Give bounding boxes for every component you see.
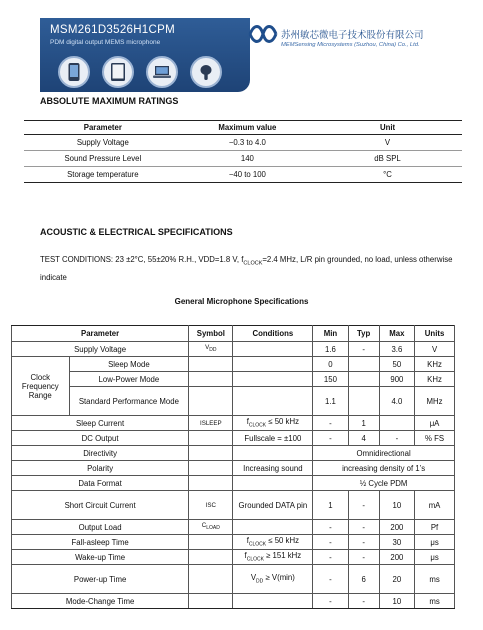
condition-cell: [233, 550, 313, 565]
condition-cell: [233, 416, 313, 431]
product-thumbnails: [58, 56, 222, 88]
amr-heading: ABSOLUTE MAXIMUM RATINGS: [40, 96, 179, 106]
table-cell: [233, 520, 313, 535]
symbol-subscript: LOAD: [206, 525, 220, 532]
table-cell: 4: [348, 431, 379, 446]
condition-cell: [233, 535, 313, 550]
column-header: Min: [313, 326, 348, 342]
table-cell: 1.6: [313, 342, 348, 357]
table-cell: -: [313, 594, 348, 609]
symbol-cell: [189, 520, 233, 535]
table-row: [24, 167, 462, 183]
table-cell: [189, 431, 233, 446]
table-cell: 1.1: [313, 387, 348, 416]
column-header: Max: [379, 326, 414, 342]
table-cell: [189, 387, 233, 416]
amr-table: [24, 120, 462, 183]
table-cell: Power-up Time: [12, 565, 189, 594]
table-cell: [233, 387, 313, 416]
table-cell: [233, 476, 313, 491]
table-cell: Output Load: [12, 520, 189, 535]
table-row: [12, 535, 455, 550]
table-cell: −40 to 100: [182, 167, 313, 183]
symbol-cell: [189, 342, 233, 357]
symbol-text: C: [201, 522, 207, 530]
table-cell: -: [313, 550, 348, 565]
table-row: [12, 342, 455, 357]
table-cell: [189, 357, 233, 372]
phone-icon: [58, 56, 90, 88]
condition-text: ≥ V(min): [263, 573, 295, 583]
table-cell: 6: [348, 565, 379, 594]
condition-subscript: DD: [256, 578, 264, 585]
table-cell: 1: [348, 416, 379, 431]
table-cell: [233, 357, 313, 372]
table-cell: increasing density of 1’s: [313, 461, 455, 476]
table-cell: -: [348, 535, 379, 550]
table-cell: -: [348, 594, 379, 609]
table-cell: Pf: [415, 520, 455, 535]
symbol-text: I: [205, 501, 208, 509]
table-cell: ½ Cycle PDM: [313, 476, 455, 491]
table-cell: Data Format: [12, 476, 189, 491]
table-cell: -: [348, 520, 379, 535]
table-row: [12, 357, 455, 372]
table-cell: Fall-asleep Time: [12, 535, 189, 550]
table-cell: ms: [415, 594, 455, 609]
table-cell: DC Output: [12, 431, 189, 446]
test-conditions: [40, 253, 460, 285]
table-cell: V: [313, 135, 462, 151]
condition-cell: [233, 565, 313, 594]
table-cell: -: [313, 431, 348, 446]
table-cell: -: [313, 535, 348, 550]
company-name-cn: 苏州敏芯微电子技术股份有限公司: [281, 30, 424, 41]
table-cell: -: [313, 565, 348, 594]
condition-text: f: [246, 417, 249, 427]
condition-text: ≤ 50 kHz: [266, 417, 299, 427]
test-conditions-text: =2.4 MHz, L/R pin grounded, no load, unless otherwise indicate: [40, 255, 453, 282]
column-header: Typ: [348, 326, 379, 342]
table-cell: [348, 357, 379, 372]
table-cell: Polarity: [12, 461, 189, 476]
table-cell: 10: [379, 491, 414, 520]
company-name-en: MEMSensing Microsystems (Suzhou, China) Co., Ltd.: [281, 42, 420, 48]
table-row: [12, 387, 455, 416]
table-cell: Fullscale = ±100: [233, 431, 313, 446]
table-row: [12, 520, 455, 535]
column-header: Maximum value: [182, 121, 313, 135]
product-subtitle: PDM digital output MEMS microphone: [50, 39, 161, 46]
table-cell: 1: [313, 491, 348, 520]
column-header: Parameter: [24, 121, 182, 135]
table-cell: 200: [379, 550, 414, 565]
table-cell: μs: [415, 535, 455, 550]
table-cell: V: [415, 342, 455, 357]
table-row: [12, 491, 455, 520]
table-cell: [233, 372, 313, 387]
condition-text: f: [246, 536, 249, 546]
table-cell: [189, 446, 233, 461]
column-header: Conditions: [233, 326, 313, 342]
table-cell: 140: [182, 151, 313, 167]
table-cell: Grounded DATA pin: [233, 491, 313, 520]
table-cell: MHz: [415, 387, 455, 416]
table-cell: Standard Performance Mode: [69, 387, 189, 416]
column-header: Parameter: [12, 326, 189, 342]
table-cell: mA: [415, 491, 455, 520]
table-cell: -: [379, 431, 414, 446]
table-cell: -: [348, 342, 379, 357]
table-header-row: [12, 326, 455, 342]
table-cell: μA: [415, 416, 455, 431]
table-cell: Supply Voltage: [24, 135, 182, 151]
table-cell: % FS: [415, 431, 455, 446]
symbol-subscript: DD: [209, 347, 217, 354]
table-cell: Low-Power Mode: [69, 372, 189, 387]
table-cell: [189, 372, 233, 387]
symbol-cell: [189, 491, 233, 520]
table-cell: [379, 416, 414, 431]
column-header: Unit: [313, 121, 462, 135]
spec-table: [11, 325, 455, 609]
column-header: Symbol: [189, 326, 233, 342]
table-cell: 30: [379, 535, 414, 550]
symbol-subscript: SLEEP: [201, 419, 222, 427]
table-cell: 50: [379, 357, 414, 372]
table-cell: Wake-up Time: [12, 550, 189, 565]
acoustic-heading: ACOUSTIC & ELECTRICAL SPECIFICATIONS: [40, 227, 233, 237]
table-cell: 3.6: [379, 342, 414, 357]
table-cell: -: [348, 550, 379, 565]
table-cell: [233, 446, 313, 461]
condition-text: ≥ 151 kHz: [263, 551, 302, 561]
table-row: [12, 461, 455, 476]
table-cell: 0: [313, 357, 348, 372]
table-cell: Supply Voltage: [12, 342, 189, 357]
condition-text: ≤ 50 kHz: [266, 536, 299, 546]
table-cell: 4.0: [379, 387, 414, 416]
table-cell: ms: [415, 565, 455, 594]
header-banner: [40, 18, 440, 92]
symbol-subscript: SC: [207, 501, 216, 509]
condition-text: f: [244, 551, 247, 561]
table-cell: KHz: [415, 357, 455, 372]
table-cell: [189, 565, 233, 594]
table-row: [12, 594, 455, 609]
table-caption: General Microphone Specifications: [174, 297, 309, 306]
table-cell: [189, 476, 233, 491]
table-header-row: [24, 121, 462, 135]
table-cell: [348, 387, 379, 416]
table-cell: Short Circuit Current: [12, 491, 189, 520]
group-cell: Clock Frequency Range: [12, 357, 70, 416]
tablet-icon: [102, 56, 134, 88]
table-cell: Increasing sound: [233, 461, 313, 476]
table-cell: -: [348, 491, 379, 520]
table-cell: Omnidirectional: [313, 446, 455, 461]
table-cell: -: [313, 520, 348, 535]
table-cell: μs: [415, 550, 455, 565]
symbol-text: I: [199, 419, 202, 427]
table-row: [12, 416, 455, 431]
memsensing-logo-icon: [248, 24, 278, 44]
condition-subscript: CLOCK: [248, 541, 267, 548]
table-row: [12, 372, 455, 387]
table-cell: [189, 535, 233, 550]
table-cell: [348, 372, 379, 387]
table-cell: [233, 342, 313, 357]
banner-blue-panel: [40, 18, 250, 92]
table-cell: [189, 461, 233, 476]
table-cell: Sleep Mode: [69, 357, 189, 372]
product-title: MSM261D3526H1CPM: [50, 24, 175, 36]
earbud-icon: [190, 56, 222, 88]
table-row: [12, 550, 455, 565]
table-cell: [233, 594, 313, 609]
table-cell: KHz: [415, 372, 455, 387]
column-header: Units: [415, 326, 455, 342]
table-row: [12, 476, 455, 491]
table-row: [12, 431, 455, 446]
condition-text: V: [250, 573, 257, 583]
laptop-icon: [146, 56, 178, 88]
table-cell: Mode-Change Time: [12, 594, 189, 609]
condition-subscript: CLOCK: [246, 556, 264, 563]
table-row: [24, 135, 462, 151]
table-cell: 10: [379, 594, 414, 609]
table-cell: -: [313, 416, 348, 431]
table-cell: −0.3 to 4.0: [182, 135, 313, 151]
table-cell: [189, 594, 233, 609]
symbol-text: V: [205, 344, 210, 352]
test-conditions-text: TEST CONDITIONS: 23 ±2°C, 55±20% R.H., VDD=1.8 V, f: [40, 255, 244, 264]
table-cell: 150: [313, 372, 348, 387]
symbol-cell: [189, 416, 233, 431]
table-cell: 20: [379, 565, 414, 594]
table-cell: °C: [313, 167, 462, 183]
table-cell: 900: [379, 372, 414, 387]
condition-subscript: CLOCK: [248, 422, 267, 429]
table-cell: Sound Pressure Level: [24, 151, 182, 167]
table-cell: 200: [379, 520, 414, 535]
test-conditions-subscript: CLOCK: [243, 260, 263, 267]
table-cell: Storage temperature: [24, 167, 182, 183]
table-row: [24, 151, 462, 167]
table-cell: [189, 550, 233, 565]
table-row: [12, 446, 455, 461]
table-row: [12, 565, 455, 594]
table-cell: Sleep Current: [12, 416, 189, 431]
table-cell: dB SPL: [313, 151, 462, 167]
table-cell: Directivity: [12, 446, 189, 461]
